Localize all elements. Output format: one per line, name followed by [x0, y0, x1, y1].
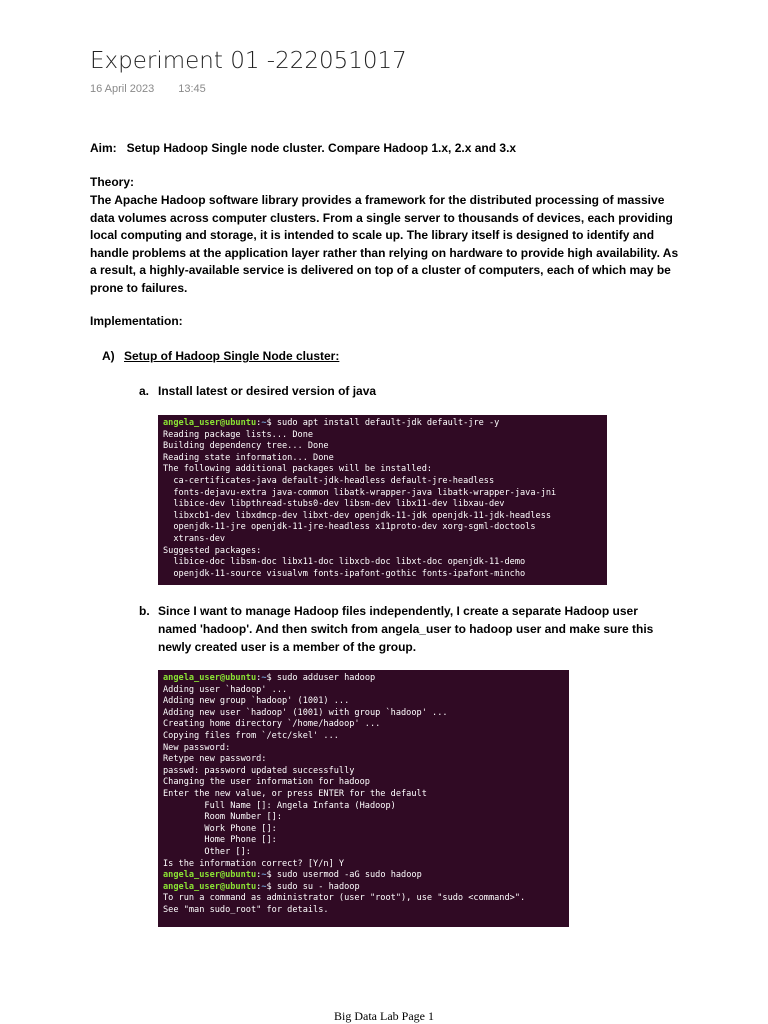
terminal-output-line: Suggested packages: — [163, 545, 262, 556]
terminal-command: sudo su - hadoop — [276, 881, 360, 892]
terminal-output-line: Adding user `hadoop' ... — [163, 684, 288, 695]
terminal-output-line: New password: — [163, 742, 231, 753]
aim-line — [90, 141, 516, 155]
page-time: 13:45 — [178, 83, 206, 95]
terminal-output-line: Work Phone []: — [163, 823, 277, 834]
page-meta — [90, 83, 206, 95]
terminal-output-line: Full Name []: Angela Infanta (Hadoop) — [163, 800, 396, 811]
terminal-prompt-line: angela_user@ubuntu:~$ sudo apt install default-jdk default-jre -y — [163, 418, 500, 428]
step-a-text: Install latest or desired version of java — [158, 384, 377, 398]
theory-paragraph: The Apache Hadoop software library provides a framework for the distributed processing of massive data volumes across computer clusters. From a single server to thousands of devices, each providing local computing and storage, it is intended to scale up. The library itself is designed to identify and handle problems at the application layer rather than relying on hardware to provide high availability. As a result, a highly-available service is delivered on top of a cluster of computers, each of which may be prone to failures. — [90, 193, 679, 295]
implementation-heading: Implementation: — [90, 314, 183, 328]
terminal-output-line: openjdk-11-jre openjdk-11-jre-headless x11proto-dev xorg-sgml-doctools — [163, 522, 536, 533]
section-a-title: Setup of Hadoop Single Node cluster: — [124, 349, 340, 363]
terminal-output-line: Creating home directory `/home/hadoop' ... — [163, 719, 381, 730]
terminal-output-line: Other []: — [163, 846, 251, 857]
terminal-output-line: libice-doc libsm-doc libx11-doc libxcb-doc libxt-doc openjdk-11-demo — [163, 557, 526, 568]
terminal-output-line: libxcb1-dev libxdmcp-dev libxt-dev openjdk-11-jdk openjdk-11-jdk-headless — [163, 510, 552, 521]
page-date: 16 April 2023 — [90, 83, 155, 95]
prompt-user: angela_user@ubuntu — [163, 881, 257, 892]
step-a-label: a. — [139, 384, 150, 398]
terminal-command: sudo usermod -aG sudo hadoop — [276, 870, 422, 881]
terminal-output-line: Home Phone []: — [163, 835, 277, 846]
terminal-output-line: ca-certificates-java default-jdk-headless default-jre-headless — [163, 475, 495, 486]
section-a-heading — [102, 349, 339, 363]
terminal-output-line: libice-dev libpthread-stubs0-dev libsm-dev libx11-dev libxau-dev — [163, 499, 505, 510]
step-b — [139, 602, 679, 656]
terminal-output-line: Room Number []: — [163, 812, 282, 823]
terminal-command: sudo adduser hadoop — [276, 673, 376, 683]
page-title: Experiment 01 -222051017 — [90, 48, 407, 74]
terminal-output-line: Changing the user information for hadoop — [163, 777, 370, 788]
terminal-output-line: Reading package lists... Done — [163, 429, 314, 440]
prompt-path: ~ — [261, 881, 267, 892]
terminal-output-line: passwd: password updated successfully — [163, 765, 355, 776]
terminal-output-line: Adding new group `hadoop' (1001) ... — [163, 696, 350, 707]
terminal-output-line: Enter the new value, or press ENTER for the default — [163, 788, 427, 799]
prompt-path: ~ — [261, 870, 267, 881]
aim-label: Aim: — [90, 141, 117, 155]
terminal-prompt-line: angela_user@ubuntu:~$ sudo adduser hadoop — [163, 673, 376, 683]
aim-text: Setup Hadoop Single node cluster. Compare Hadoop 1.x, 2.x and 3.x — [126, 141, 517, 155]
terminal-screenshot-adduser — [158, 670, 569, 927]
prompt-path: ~ — [261, 673, 267, 683]
step-b-text: Since I want to manage Hadoop files independently, I create a separate Hadoop user named 'hadoop'. And then switch from angela_user to hadoop user and make sure this newly created user is a member of the group. — [158, 604, 654, 654]
terminal-output-line: Copying files from `/etc/skel' ... — [163, 730, 339, 741]
prompt-user: angela_user@ubuntu — [163, 673, 257, 683]
terminal-output-line: Retype new password: — [163, 754, 267, 765]
step-b-label: b. — [139, 604, 150, 618]
terminal-output-line: openjdk-11-source visualvm fonts-ipafont-gothic fonts-ipafont-mincho — [163, 568, 526, 579]
terminal-output-line: xtrans-dev — [163, 533, 226, 544]
page-footer: Big Data Lab Page 1 — [334, 1009, 434, 1023]
terminal-output-line: Building dependency tree... Done — [163, 441, 329, 452]
terminal-output-line: Reading state information... Done — [163, 452, 334, 463]
terminal-prompt-line: angela_user@ubuntu:~$ sudo su - hadoop — [163, 881, 360, 892]
prompt-user: angela_user@ubuntu — [163, 418, 257, 428]
prompt-path: ~ — [261, 418, 267, 428]
terminal-output-line: The following additional packages will be installed: — [163, 464, 433, 475]
terminal-command: sudo apt install default-jdk default-jre -y — [276, 418, 500, 428]
terminal-output-line: fonts-dejavu-extra java-common libatk-wrapper-java libatk-wrapper-java-jni — [163, 487, 557, 498]
terminal-output-line: To run a command as administrator (user "root"), use "sudo <command>". — [163, 893, 526, 904]
terminal-screenshot-java-install — [158, 415, 607, 585]
step-a — [139, 384, 376, 398]
terminal-output-line: See "man sudo_root" for details. — [163, 904, 329, 915]
terminal-output-line: Is the information correct? [Y/n] Y — [163, 858, 345, 869]
terminal-prompt-line: angela_user@ubuntu:~$ sudo usermod -aG sudo hadoop — [163, 870, 422, 881]
section-a-label: A) — [102, 349, 115, 363]
prompt-user: angela_user@ubuntu — [163, 870, 257, 881]
terminal-output-line: Adding new user `hadoop' (1001) with group `hadoop' ... — [163, 707, 448, 718]
theory-heading: Theory: — [90, 175, 135, 189]
